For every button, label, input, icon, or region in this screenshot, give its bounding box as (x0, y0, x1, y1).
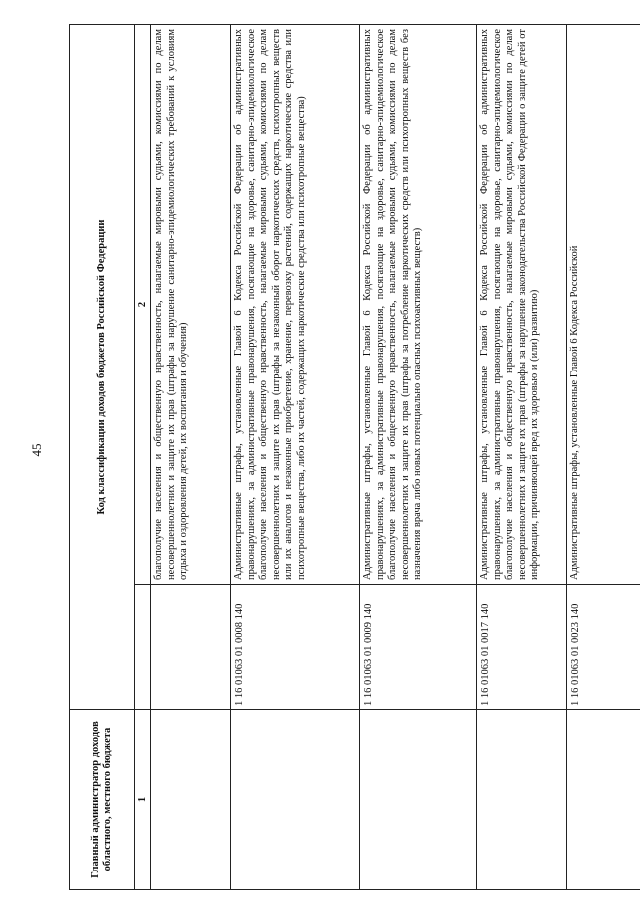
admin-cell (477, 710, 567, 890)
header-code-group: Код классификации доходов бюджетов Российской Федерации (70, 25, 135, 710)
description-cell: благополучие населения и общественную нравственность, налагаемые мировыми судьями, комиссиями по делам несовершеннолетних и защите их прав (штрафы за нарушение санитарно-эпидемиологических требований к условиям отдыха и оздоровления детей, их воспитания и обучения) (151, 25, 231, 585)
income-classification-table (69, 24, 640, 890)
description-cell: Административные штрафы, установленные Главой 6 Кодекса Российской Федерации об административных правонарушениях, за административные правонарушения, посягающие на здоровье, санитарно-эпидемиологическое благополучие населения и общественную нравственность, налагаемые мировыми судьями, комиссиями по делам несовершеннолетних и защите их прав (штрафы за потребление наркотических средств или психотропных веществ без назначения врача либо новых потенциально опасных психоактивных веществ) (360, 25, 477, 585)
table-row (567, 25, 640, 890)
page-number: 45 (29, 443, 44, 457)
table-row (477, 25, 567, 890)
description-cell: Административные штрафы, установленные Главой 6 Кодекса Российской Федерации об административных правонарушениях, за административные правонарушения, посягающие на здоровье, санитарно-эпидемиологическое благополучие населения и общественную нравственность, налагаемые мировыми судьями, комиссиями по делам несовершеннолетних и защите их прав (штрафы за незаконный оборот наркотических средств, психотропных веществ или их аналогов и незаконные приобретение, хранение, перевозку растений, содержащих наркотические средства или психотропные вещества, либо их частей, содержащих наркотические средства или психотропные вещества) (231, 25, 360, 585)
description-cell: Административные штрафы, установленные Главой 6 Кодекса Российской (567, 25, 640, 585)
description-cell: Административные штрафы, установленные Главой 6 Кодекса Российской Федерации об административных правонарушениях, за административные правонарушения, посягающие на здоровье, санитарно-эпидемиологическое благополучие населения и общественную нравственность, налагаемые мировыми судьями, комиссиями по делам несовершеннолетних и защите их прав (штрафы за нарушение законодательства Российской Федерации о защите детей от информации, причиняющей вред их здоровью и (или) развитию) (477, 25, 567, 585)
admin-cell (151, 710, 231, 890)
code-cell: 1 16 01063 01 0009 140 (360, 585, 477, 710)
table-header-row (70, 25, 135, 890)
table-row (231, 25, 360, 890)
code-cell (151, 585, 231, 710)
code-cell: 1 16 01063 01 0008 140 (231, 585, 360, 710)
code-cell: 1 16 01063 01 0023 140 (567, 585, 640, 710)
column-number-1: 1 (135, 710, 151, 890)
column-number-row (135, 25, 151, 890)
header-admin: Главный администратор доходов областного, местного бюджета (70, 710, 135, 890)
admin-cell (567, 710, 640, 890)
rotated-table-wrapper (69, 25, 617, 890)
code-cell: 1 16 01063 01 0017 140 (477, 585, 567, 710)
table-row (151, 25, 231, 890)
admin-cell (360, 710, 477, 890)
column-number-2: 2 (135, 25, 151, 585)
table-row (360, 25, 477, 890)
admin-cell (231, 710, 360, 890)
column-number-code (135, 585, 151, 710)
